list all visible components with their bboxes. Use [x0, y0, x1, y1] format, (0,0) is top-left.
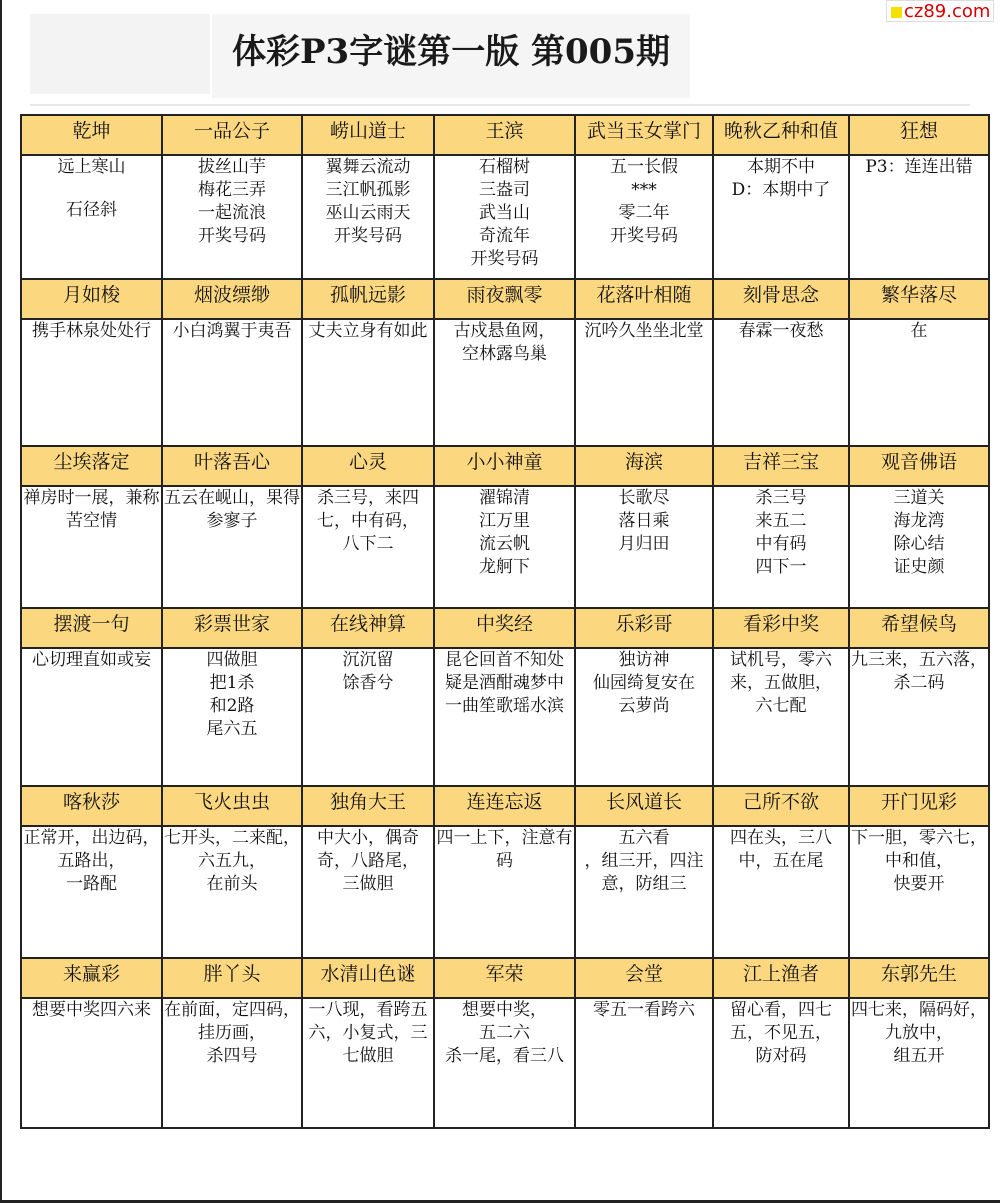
author-name-cell: 东郭先生 [849, 958, 989, 998]
riddle-text-cell [21, 648, 162, 786]
riddle-line: 一路配 [66, 874, 117, 894]
riddle-line: D：本期中了 [731, 180, 831, 200]
author-name-cell: 观音佛语 [849, 446, 989, 486]
author-name-cell: 海滨 [575, 446, 713, 486]
watermark-square-icon [891, 7, 902, 18]
author-name-cell: 乐彩哥 [575, 608, 713, 648]
riddle-line: 古戍悬鱼网， [453, 321, 556, 341]
riddle-line: 春霖一夜愁 [738, 321, 824, 341]
riddle-line: 中大小，偶奇奇，八路尾， [317, 828, 419, 871]
author-name-cell: 希望候鸟 [849, 608, 989, 648]
author-name-cell: 武当玉女掌门 [575, 115, 713, 155]
riddle-line: 七开头，二来配，六五九， [164, 828, 300, 871]
riddle-line: 石榴树 [479, 157, 530, 177]
riddle-line: 禅房时一展，兼称苦空情 [23, 488, 160, 531]
riddle-line: 小白鸿翼于夷吾 [172, 321, 292, 341]
site-watermark [886, 0, 994, 22]
riddle-text-cell [21, 826, 162, 958]
author-name-cell: 小小神童 [434, 446, 575, 486]
riddle-text-cell [849, 319, 989, 446]
riddle-line: 和2路 [209, 696, 255, 716]
riddle-line: 快要开 [893, 874, 945, 894]
riddle-line: 武当山 [479, 203, 530, 223]
riddle-line: 三做胆 [342, 874, 394, 894]
riddle-text-cell [21, 155, 162, 279]
riddle-line: 梅花三弄 [198, 180, 266, 200]
grid-body-row [21, 648, 989, 786]
author-name-cell: 花落叶相随 [575, 279, 713, 319]
author-name-cell: 雨夜飘零 [434, 279, 575, 319]
riddle-line: 五一长假 [610, 157, 678, 177]
riddle-line: *** [631, 180, 657, 200]
riddle-text-cell [575, 826, 713, 958]
riddle-line: 丈夫立身有如此 [308, 321, 428, 341]
riddle-text-cell [434, 319, 575, 446]
riddle-line: 长歌尽 [618, 488, 670, 508]
riddle-line: 零五一看跨六 [593, 1000, 695, 1020]
riddle-text-cell [162, 826, 302, 958]
riddle-line: 尾六五 [206, 719, 258, 739]
author-name-cell: 彩票世家 [162, 608, 302, 648]
riddle-text-cell [21, 486, 162, 608]
author-name-cell: 喀秋莎 [21, 786, 162, 826]
riddle-line: 本期不中 [747, 157, 815, 177]
title-divider [30, 104, 970, 106]
riddle-line: 八下二 [342, 534, 394, 554]
grid-header-row [21, 608, 989, 648]
author-name-cell: 月如梭 [21, 279, 162, 319]
riddle-text-cell [302, 155, 434, 279]
riddle-line: 来五二 [755, 511, 807, 531]
riddle-line: 昆仑回首不知处 [445, 650, 564, 670]
riddle-line: 在 [910, 321, 928, 341]
grid-body-row [21, 319, 989, 446]
riddle-text-cell [302, 998, 434, 1128]
riddle-line: 开奖号码 [470, 249, 539, 269]
riddle-line: ，组三开，四注意，防组三 [584, 851, 704, 894]
author-name-cell: 王滨 [434, 115, 575, 155]
riddle-line: 一起流浪 [198, 203, 266, 223]
riddle-text-cell [302, 648, 434, 786]
riddle-line: 濯锦清 [479, 488, 530, 508]
riddle-line: 三道关 [893, 488, 945, 508]
riddle-line: 零二年 [618, 203, 670, 223]
author-name-cell: 乾坤 [21, 115, 162, 155]
riddle-text-cell [302, 826, 434, 958]
riddle-line: 杀三号，来四七，中有码， [317, 488, 419, 531]
riddle-line: 四七来，隔码好，九放中， [851, 1000, 987, 1043]
author-name-cell: 心灵 [302, 446, 434, 486]
riddle-line: 九三来，五六落，杀二码 [851, 650, 987, 693]
author-name-cell: 吉祥三宝 [713, 446, 849, 486]
riddle-line: 仙园绮复安在 [593, 673, 695, 693]
riddle-text-cell [434, 155, 575, 279]
riddle-text-cell [434, 486, 575, 608]
riddle-line: 月归田 [618, 534, 670, 554]
riddle-line: 一八现，看跨五六，小复式，三七做胆 [308, 1000, 428, 1066]
riddle-line: 落日乘 [618, 511, 670, 531]
author-name-cell: 军荣 [434, 958, 575, 998]
riddle-text-cell [575, 486, 713, 608]
author-name-cell: 来赢彩 [21, 958, 162, 998]
riddle-text-cell [162, 319, 302, 446]
grid-body-row [21, 155, 989, 279]
riddle-line: 沉沉留 [342, 650, 394, 670]
grid-body-row [21, 998, 989, 1128]
grid-header-row [21, 446, 989, 486]
riddle-line: 除心结 [893, 534, 945, 554]
author-name-cell: 会堂 [575, 958, 713, 998]
author-name-cell: 飞火虫虫 [162, 786, 302, 826]
riddle-text-cell [162, 486, 302, 608]
riddle-line: 四下一 [755, 557, 807, 577]
riddle-line: 石径斜 [66, 200, 117, 220]
riddle-line: 开奖号码 [198, 226, 266, 246]
author-name-cell: 开门见彩 [849, 786, 989, 826]
grid-header-row [21, 115, 989, 155]
riddle-line: 云萝尚 [618, 696, 670, 716]
riddle-line: 拔丝山芋 [198, 157, 266, 177]
riddle-text-cell [162, 998, 302, 1128]
logo-placeholder [30, 14, 210, 94]
riddle-line: 龙舸下 [479, 557, 530, 577]
riddle-line: 巫山云雨天 [325, 203, 411, 223]
riddle-text-cell [713, 319, 849, 446]
riddle-line: P3：连连出错 [865, 157, 973, 177]
author-name-cell: 摆渡一句 [21, 608, 162, 648]
riddle-line: 江万里 [479, 511, 530, 531]
author-name-cell: 水清山色谜 [302, 958, 434, 998]
riddle-text-cell [849, 486, 989, 608]
riddle-line: 三江帆孤影 [325, 180, 411, 200]
riddle-line: 留心看，四七五，不见五， [730, 1000, 832, 1043]
author-name-cell: 狂想 [849, 115, 989, 155]
riddle-line: 沉吟久坐坐北堂 [584, 321, 704, 341]
riddle-text-cell [162, 155, 302, 279]
puzzle-grid [20, 114, 990, 1129]
riddle-line: 组五开 [893, 1046, 945, 1066]
riddle-line: 馀香兮 [342, 673, 394, 693]
author-name-cell: 晚秋乙种和值 [713, 115, 849, 155]
riddle-text-cell [575, 155, 713, 279]
riddle-text-cell [162, 648, 302, 786]
author-name-cell: 江上渔者 [713, 958, 849, 998]
riddle-line: 下一胆，零六七，中和值， [851, 828, 987, 871]
riddle-line: 五云在岘山，果得参寥子 [164, 488, 300, 531]
riddle-line: 杀一尾，看三八 [445, 1046, 564, 1066]
author-name-cell: 在线神算 [302, 608, 434, 648]
author-name-cell: 刻骨思念 [713, 279, 849, 319]
riddle-text-cell [849, 998, 989, 1128]
author-name-cell: 长风道长 [575, 786, 713, 826]
riddle-line: 证史颜 [893, 557, 945, 577]
riddle-line: 疑是酒酣魂梦中 [445, 673, 564, 693]
author-name-cell: 看彩中奖 [713, 608, 849, 648]
author-name-cell: 孤帆远影 [302, 279, 434, 319]
author-name-cell: 一品公子 [162, 115, 302, 155]
riddle-text-cell [302, 319, 434, 446]
author-name-cell: 繁华落尽 [849, 279, 989, 319]
riddle-line: 心切理直如或妄 [32, 650, 151, 670]
riddle-text-cell [713, 998, 849, 1128]
riddle-line: 四做胆 [206, 650, 258, 670]
page-title: 体彩P3字谜第一版 第005期 [231, 32, 671, 72]
riddle-line: 流云帆 [479, 534, 530, 554]
riddle-line: 海龙湾 [893, 511, 945, 531]
grid-body-row [21, 826, 989, 958]
riddle-line: 四一上下，注意有码 [436, 828, 573, 871]
author-name-cell: 中奖经 [434, 608, 575, 648]
riddle-line: 防对码 [755, 1046, 807, 1066]
riddle-line: 正常开，出边码，五路出， [23, 828, 160, 871]
riddle-text-cell [21, 319, 162, 446]
riddle-text-cell [849, 648, 989, 786]
riddle-text-cell [849, 826, 989, 958]
riddle-line: 试机号，零六来，五做胆， [730, 650, 832, 693]
riddle-line: 杀四号 [206, 1046, 258, 1066]
riddle-line: 开奖号码 [610, 226, 678, 246]
riddle-line: 中有码 [755, 534, 807, 554]
grid-header-row [21, 958, 989, 998]
riddle-line: 独访神 [618, 650, 670, 670]
watermark-text: cz89.com [904, 1, 991, 22]
riddle-line: 五二六 [479, 1023, 530, 1043]
riddle-line: 三盎司 [479, 180, 530, 200]
riddle-line: 想要中奖四六来 [32, 1000, 151, 1020]
riddle-text-cell [575, 648, 713, 786]
riddle-line: 六七配 [755, 696, 807, 716]
riddle-line: 远上寒山 [57, 157, 126, 177]
riddle-text-cell [713, 155, 849, 279]
grid-header-row [21, 786, 989, 826]
grid-header-row [21, 279, 989, 319]
riddle-text-cell [713, 486, 849, 608]
riddle-text-cell [434, 826, 575, 958]
riddle-line: 把1杀 [209, 673, 255, 693]
riddle-line: 翼舞云流动 [325, 157, 411, 177]
riddle-text-cell [849, 155, 989, 279]
riddle-text-cell [21, 998, 162, 1128]
riddle-text-cell [434, 648, 575, 786]
riddle-line: 在前头 [206, 874, 258, 894]
author-name-cell: 连连忘返 [434, 786, 575, 826]
author-name-cell: 己所不欲 [713, 786, 849, 826]
riddle-line: 杀三号 [755, 488, 807, 508]
author-name-cell: 独角大王 [302, 786, 434, 826]
riddle-line: 在前面，定四码，挂历画， [164, 1000, 300, 1043]
riddle-line: 携手林泉处处行 [32, 321, 151, 341]
author-name-cell: 叶落吾心 [162, 446, 302, 486]
riddle-line: 一曲笙歌瑶水滨 [445, 696, 564, 716]
riddle-text-cell [302, 486, 434, 608]
riddle-line: 开奖号码 [334, 226, 402, 246]
riddle-text-cell [713, 648, 849, 786]
riddle-line: 想要中奖， [462, 1000, 547, 1020]
riddle-line: 奇流年 [479, 226, 530, 246]
grid-body-row [21, 486, 989, 608]
author-name-cell: 崂山道士 [302, 115, 434, 155]
author-name-cell: 烟波缥缈 [162, 279, 302, 319]
riddle-text-cell [434, 998, 575, 1128]
riddle-line: 五六看 [618, 828, 670, 848]
riddle-line: 四在头，三八中，五在尾 [730, 828, 832, 871]
riddle-line: 空林露鸟巢 [462, 344, 547, 364]
riddle-text-cell [575, 998, 713, 1128]
riddle-text-cell [713, 826, 849, 958]
author-name-cell: 胖丫头 [162, 958, 302, 998]
author-name-cell: 尘埃落定 [21, 446, 162, 486]
riddle-text-cell [575, 319, 713, 446]
